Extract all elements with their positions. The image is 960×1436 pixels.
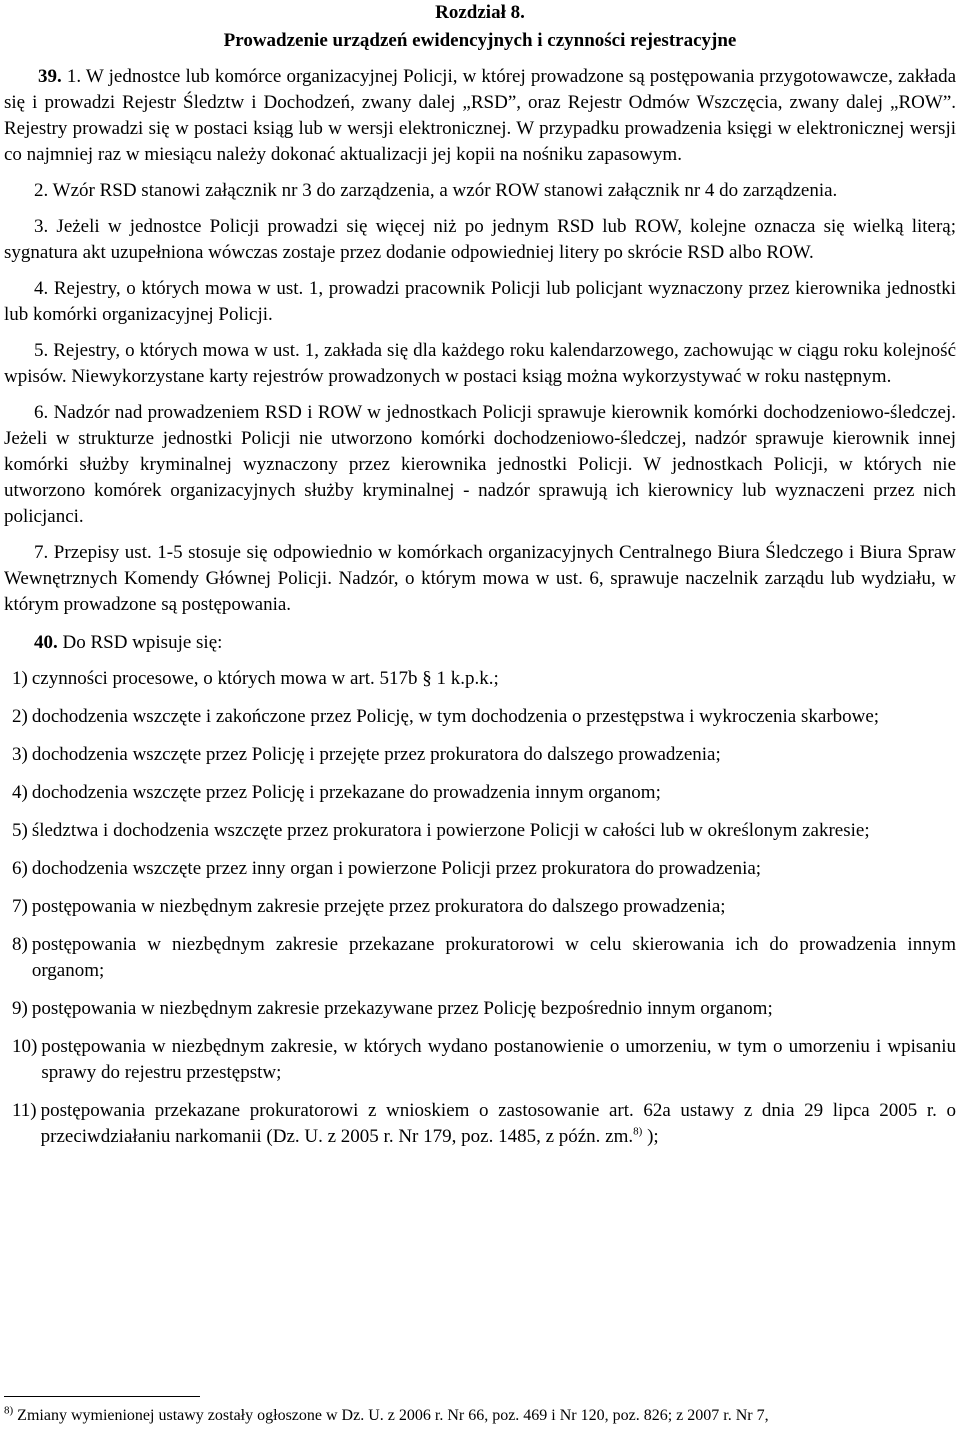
list-item: [0, 894, 960, 920]
chapter-subtitle: Prowadzenie urządzeń ewidencyjnych i czynności rejestracyjne: [223, 30, 737, 51]
chapter-title: Rozdział 8.: [435, 2, 525, 23]
footnote-reference[interactable]: 8): [633, 1125, 643, 1138]
list-item-number: 4): [12, 782, 28, 803]
list-item-number: 2): [12, 706, 28, 727]
section-39-p1-text: 1. W jednostce lub komórce organizacyjnej Policji, w której prowadzone są postępowania przygotowawcze, zakłada się i prowadzi Rejestr Śledztw i Dochodzeń, zwany dalej „RSD”, oraz Rejestr Odmów Wszczęcia, zwany dalej „ROW”. Rejestry prowadzi się w postaci ksiąg lub w wersji elektronicznej. W przypadku prowadzenia księgi w elektronicznej wersji co najmniej raz w miesiącu należy dokonać aktualizacji jej kopii na nośniku zapasowym.: [4, 66, 956, 165]
list-item-text: postępowania w niezbędnym zakresie przejęte przez prokuratora do dalszego prowadzenia;: [31, 896, 726, 917]
list-item: [0, 666, 960, 692]
list-item-text: [41, 1098, 956, 1150]
list-item: [0, 932, 960, 984]
list-item: [0, 1034, 960, 1086]
footnote-divider: [4, 1396, 200, 1397]
list-item: [0, 1098, 960, 1150]
list-item-text: dochodzenia wszczęte i zakończone przez Policję, w tym dochodzenia o przestępstwa i wykroczenia skarbowe;: [31, 706, 880, 727]
footnote-text: Zmiany wymienionej ustawy zostały ogłoszone w Dz. U. z 2006 r. Nr 66, poz. 469 i Nr 120, poz. 826; z 2007 r. Nr 7,: [17, 1407, 769, 1424]
footnote: [4, 1406, 956, 1426]
list-item: [0, 742, 960, 768]
list-item-text: postępowania w niezbędnym zakresie, w których wydano postanowienie o umorzeniu, w tym o umorzeniu i wpisaniu sprawy do rejestru przestępstw;: [41, 1036, 956, 1083]
list-item-number: 7): [12, 896, 28, 917]
section-39-paragraph-7: 7. Przepisy ust. 1-5 stosuje się odpowiednio w komórkach organizacyjnych Centralnego Biura Śledczego i Biura Spraw Wewnętrznych Komendy Głównej Policji. Nadzór, o którym mowa w ust. 6, sprawuje naczelnik zarządu lub wydziału, w którym prowadzone są postępowania.: [4, 542, 956, 615]
list-item-number: 6): [12, 858, 28, 879]
section-40-intro: [0, 630, 960, 656]
list-item-number: 3): [12, 744, 28, 765]
footnote-mark: 8): [4, 1406, 14, 1417]
section-40-intro-text: Do RSD wpisuje się:: [62, 632, 223, 653]
list-item-text: dochodzenia wszczęte przez Policję i przekazane do prowadzenia innym organom;: [31, 782, 661, 803]
list-item-number: 11): [12, 1100, 37, 1121]
list-item-text: postępowania w niezbędnym zakresie przekazane prokuratorowi w celu skierowania ich do prowadzenia innym organom;: [31, 934, 956, 981]
list-item: [0, 780, 960, 806]
list-item: [0, 996, 960, 1022]
list-item: [0, 818, 960, 844]
list-item-text: śledztwa i dochodzenia wszczęte przez prokuratora i powierzone Policji w całości lub w określonym zakresie;: [31, 820, 870, 841]
list-item: [0, 704, 960, 730]
section-39-paragraph-6: 6. Nadzór nad prowadzeniem RSD i ROW w jednostkach Policji sprawuje kierownik komórki dochodzeniowo-śledczej. Jeżeli w strukturze jednostki Policji nie utworzono komórki dochodzeniowo-śledczej, nadzór sprawuje kierownik innej komórki służby kryminalnej wyznaczony przez kierownika jednostki Policji. W jednostkach Policji, w których nie utworzono komórek organizacyjnych służby kryminalnej - nadzór sprawują ich kierownicy lub wyznaczeni przez nich policjanci.: [4, 402, 956, 527]
list-item: [0, 856, 960, 882]
section-39-label: 39.: [38, 66, 62, 87]
list-item-number: 9): [12, 998, 28, 1019]
section-39-paragraph-1: [0, 64, 960, 168]
list-item-number: 8): [12, 934, 28, 955]
list-item-text: dochodzenia wszczęte przez inny organ i powierzone Policji przez prokuratora do prowadzenia;: [31, 858, 762, 879]
list-item-number: 1): [12, 668, 28, 689]
section-39-paragraph-2: 2. Wzór RSD stanowi załącznik nr 3 do zarządzenia, a wzór ROW stanowi załącznik nr 4 do zarządzenia.: [34, 180, 838, 201]
section-39-paragraph-4: 4. Rejestry, o których mowa w ust. 1, prowadzi pracownik Policji lub policjant wyznaczony przez kierownika jednostki lub komórki organizacyjnej Policji.: [4, 278, 956, 325]
list-item-number: 10): [12, 1036, 38, 1057]
list-item-text-tail: );: [647, 1126, 659, 1147]
section-39-paragraph-5: 5. Rejestry, o których mowa w ust. 1, zakłada się dla każdego roku kalendarzowego, zachowując w ciągu roku kolejność wpisów. Niewykorzystane karty rejestrów prowadzonych w postaci ksiąg można wykorzystywać w roku następnym.: [4, 340, 956, 387]
section-40-label: 40.: [34, 632, 58, 653]
list-item-text: postępowania w niezbędnym zakresie przekazywane przez Policję bezpośrednio innym organom;: [31, 998, 773, 1019]
section-39-paragraph-3: 3. Jeżeli w jednostce Policji prowadzi się więcej niż po jednym RSD lub ROW, kolejne oznacza się wielką literą; sygnatura akt uzupełniona wówczas zostaje przez dodanie odpowiedniej litery po skrócie RSD albo ROW.: [4, 216, 956, 263]
list-item-text: czynności procesowe, o których mowa w art. 517b § 1 k.p.k.;: [31, 668, 499, 689]
list-item-text-main: postępowania przekazane prokuratorowi z wnioskiem o zastosowanie art. 62a ustawy z dnia 29 lipca 2005 r. o przeciwdziałaniu narkomanii (Dz. U. z 2005 r. Nr 179, poz. 1485, z późn. zm.: [40, 1100, 956, 1147]
section-40-list: [0, 666, 960, 1150]
list-item-number: 5): [12, 820, 28, 841]
list-item-text: dochodzenia wszczęte przez Policję i przejęte przez prokuratora do dalszego prowadzenia;: [31, 744, 721, 765]
